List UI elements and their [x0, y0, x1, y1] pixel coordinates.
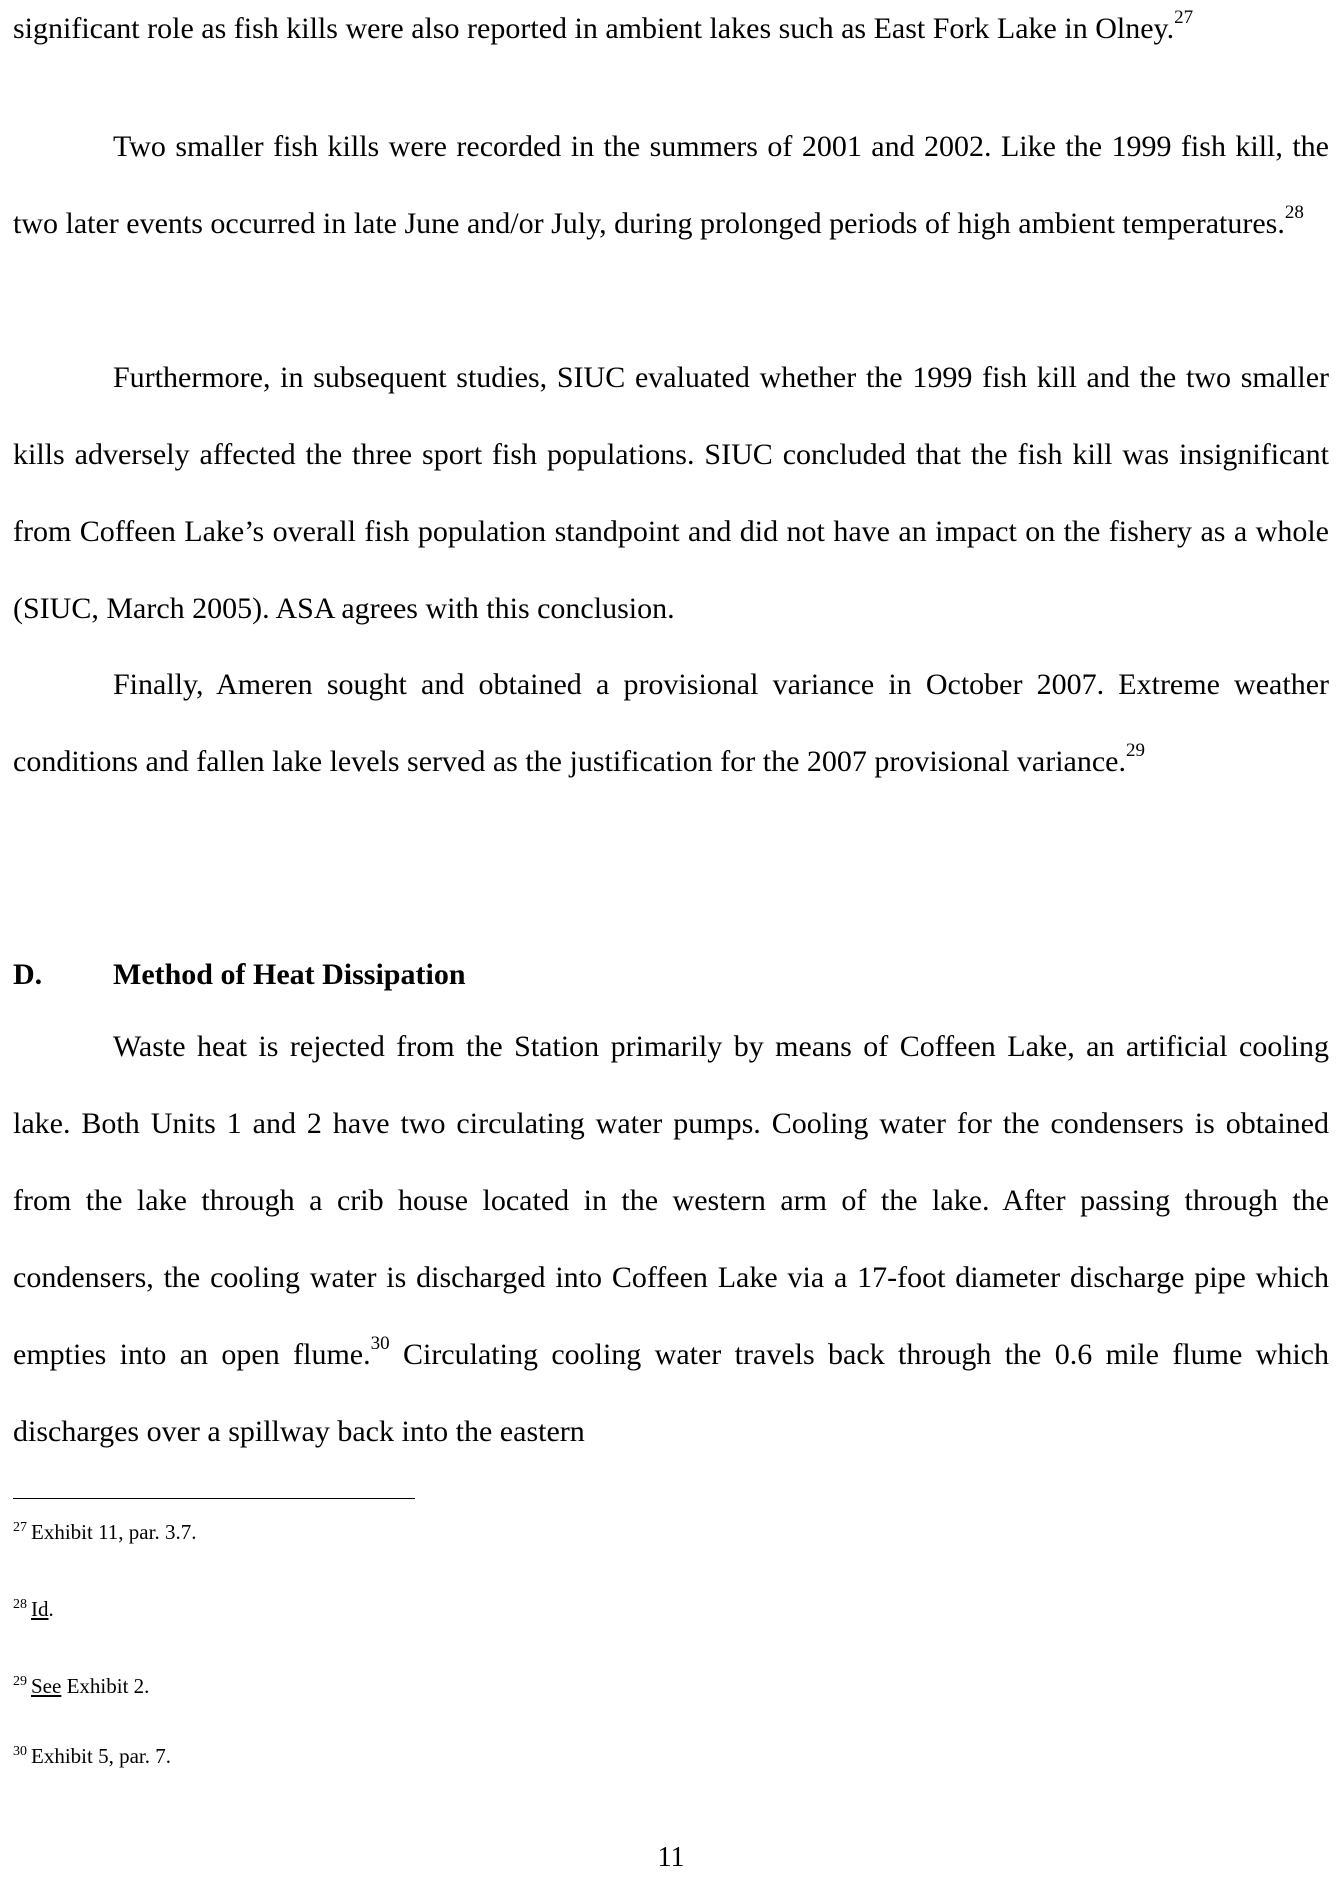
- paragraph-siuc-studies: [13, 339, 1329, 647]
- paragraph-text: Waste heat is rejected from the Station primarily by means of Coffeen Lake, an artificial cooling lake. Both Units 1 and 2 have two circulating water pumps. Cooling water for the condensers is obtained from the lake through a crib house located in the western arm of the lake. After passing through the condensers, the cooling water is discharged into Coffeen Lake via a 17-foot diameter discharge pipe which empties into an open flume.: [13, 1030, 1329, 1371]
- paragraph-provisional-variance: [13, 646, 1329, 800]
- footnote-text: .: [48, 1597, 54, 1621]
- footnote-reference-30[interactable]: 30: [370, 1333, 390, 1354]
- paragraph-continued: [13, 0, 1329, 67]
- footnote-citation: Id: [31, 1597, 49, 1621]
- footnote-reference-29[interactable]: 29: [1126, 740, 1145, 761]
- paragraph-text: significant role as fish kills were also reported in ambient lakes such as East Fork Lake in Olney.: [13, 12, 1175, 45]
- section-title: Method of Heat Dissipation: [113, 958, 466, 991]
- footnote-reference-27[interactable]: 27: [1174, 7, 1194, 28]
- section-heading: [13, 955, 466, 995]
- footnote-reference-28[interactable]: 28: [1284, 202, 1304, 223]
- paragraph-text: Furthermore, in subsequent studies, SIUC evaluated whether the 1999 fish kill and the two smaller kills adversely affected the three sport fish populations. SIUC concluded that the fish kill was insignificant from Coffeen Lake’s overall fish population standpoint and did not have an impact on the fishery as a whole (SIUC, March 2005). ASA agrees with this conclusion.: [13, 361, 1329, 625]
- document-page: [13, 0, 1329, 1904]
- paragraph-fish-kills-2001-2002: [13, 108, 1329, 262]
- paragraph-text-continued: Circulating cooling water travels back through the 0.6 mile flume which discharges over a spillway back into the eastern: [13, 1338, 1329, 1448]
- paragraph-text: Finally, Ameren sought and obtained a provisional variance in October 2007. Extreme weather conditions and fallen lake levels served as the justification for the 2007 provisional variance.: [13, 668, 1329, 778]
- footnote-30: [13, 1741, 171, 1771]
- footnote-28: [13, 1594, 54, 1624]
- footnote-text: Exhibit 2.: [61, 1674, 150, 1698]
- footnote-number: 28: [13, 1597, 27, 1612]
- section-letter: D.: [13, 958, 43, 991]
- footnote-text: Exhibit 11, par. 3.7.: [31, 1520, 197, 1544]
- footnote-number: 27: [13, 1520, 27, 1535]
- page-number: 11: [657, 1842, 685, 1873]
- footnote-separator: [13, 1498, 415, 1499]
- footnote-signal: See: [31, 1674, 62, 1698]
- paragraph-heat-dissipation: [13, 1008, 1329, 1470]
- footnote-27: [13, 1517, 196, 1547]
- footnote-number: 29: [13, 1674, 27, 1689]
- footnote-text: Exhibit 5, par. 7.: [31, 1744, 171, 1768]
- paragraph-text: Two smaller fish kills were recorded in the summers of 2001 and 2002. Like the 1999 fish kill, the two later events occurred in late June and/or July, during prolonged periods of high ambient temperatures.: [13, 130, 1329, 240]
- footnote-number: 30: [13, 1744, 27, 1759]
- footnote-29: [13, 1671, 149, 1701]
